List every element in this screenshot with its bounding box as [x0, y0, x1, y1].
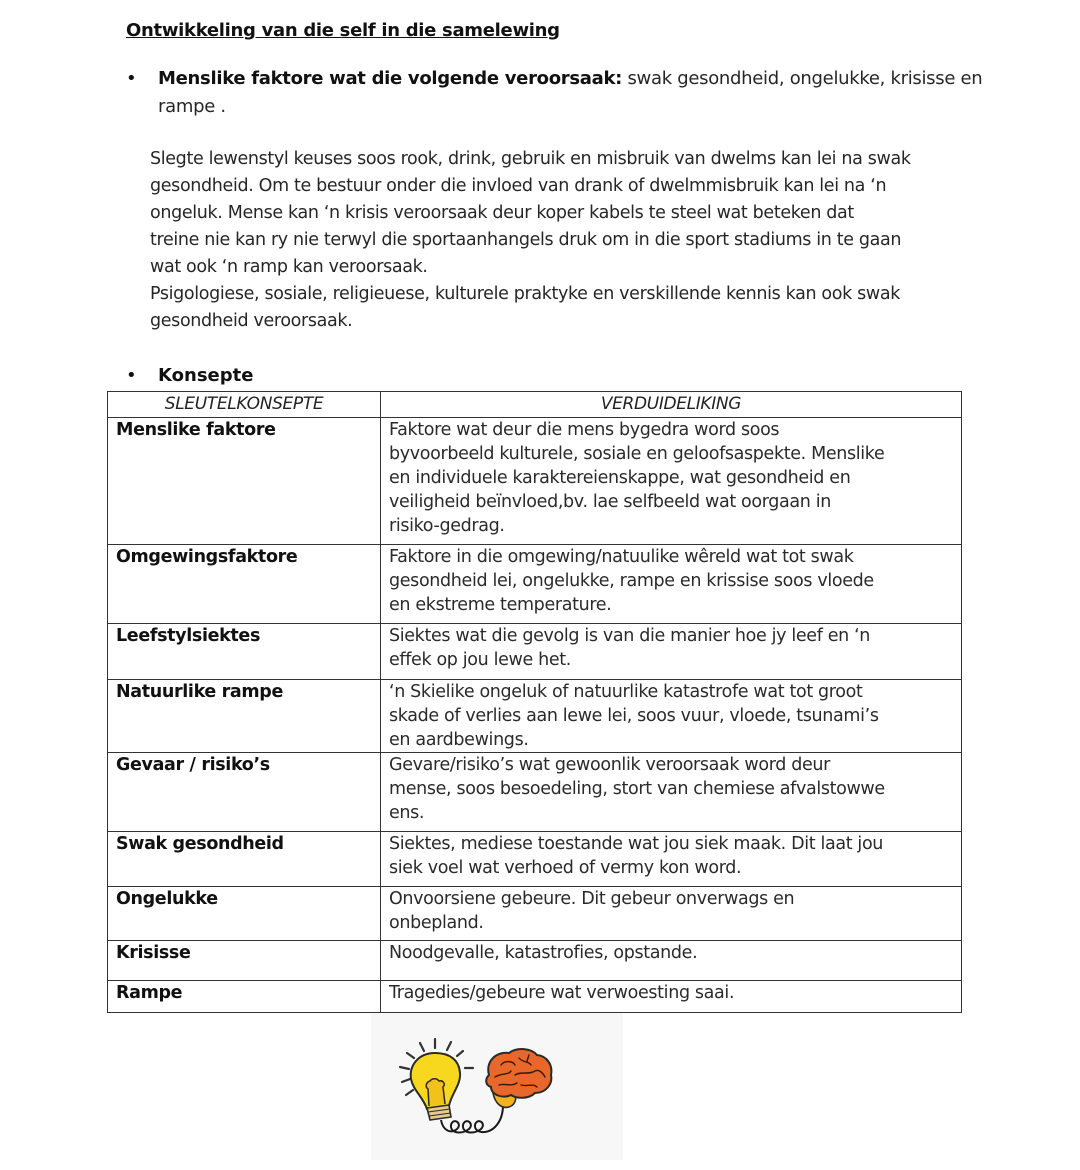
definition-line: Faktore wat deur die mens bygedra word soos [389, 420, 780, 440]
section-heading: Konsepte [158, 365, 254, 386]
definition-cell [381, 418, 962, 545]
concepts-table [107, 391, 962, 1013]
lightbulb-icon [400, 1039, 473, 1120]
bullet-text [158, 65, 986, 121]
definition-line: Siektes, mediese toestande wat jou siek maak. Dit laat jou [389, 834, 884, 854]
page-title: Ontwikkeling van die self in die samelewing [126, 20, 560, 41]
paragraph-line: treine nie kan ry nie terwyl die sportaanhangels druk om in die sport stadiums in te gaan [150, 230, 902, 250]
definition-cell [381, 941, 962, 981]
definition-line: Gevare/risiko’s wat gewoonlik veroorsaak word deur [389, 755, 830, 775]
term-cell: Gevaar / risiko’s [108, 753, 381, 832]
term-cell: Omgewingsfaktore [108, 545, 381, 624]
definition-line: skade of verlies aan lewe lei, soos vuur, vloede, tsunami’s [389, 706, 879, 726]
lightbulb-brain-illustration [371, 1013, 623, 1160]
bullet-icon: • [126, 365, 137, 386]
term-cell: Ongelukke [108, 887, 381, 941]
paragraph-line: wat ook ‘n ramp kan veroorsaak. [150, 257, 428, 277]
definition-cell [381, 832, 962, 887]
table-row [108, 753, 962, 832]
definition-line: effek op jou lewe het. [389, 650, 572, 670]
table-header-row [108, 392, 962, 418]
definition-line: en ekstreme temperature. [389, 595, 612, 615]
definition-line: en aardbewings. [389, 730, 529, 750]
table-row [108, 680, 962, 753]
paragraph-line: gesondheid veroorsaak. [150, 311, 353, 331]
definition-cell [381, 753, 962, 832]
table-row [108, 418, 962, 545]
definition-line: gesondheid lei, ongelukke, rampe en krissise soos vloede [389, 571, 874, 591]
definition-line: veiligheid beïnvloed,bv. lae selfbeeld wat oorgaan in [389, 492, 832, 512]
term-cell: Krisisse [108, 941, 381, 981]
paragraph-line: Slegte lewenstyl keuses soos rook, drink, gebruik en misbruik van dwelms kan lei na swak [150, 149, 911, 169]
definition-line: Faktore in die omgewing/natuulike wêreld wat tot swak [389, 547, 854, 567]
paragraph-line: gesondheid. Om te bestuur onder die invloed van drank of dwelmmisbruik kan lei na ‘n [150, 176, 887, 196]
definition-line: siek voel wat verhoed of vermy kon word. [389, 858, 742, 878]
table-row [108, 887, 962, 941]
body-paragraph [150, 146, 990, 335]
definition-cell [381, 981, 962, 1013]
bullet-item-menslike-faktore [126, 65, 986, 121]
table-row [108, 624, 962, 680]
definition-line: ‘n Skielike ongeluk of natuurlike katastrofe wat tot groot [389, 682, 863, 702]
brain-icon [486, 1049, 551, 1107]
definition-line: en individuele karaktereienskappe, wat gesondheid en [389, 468, 851, 488]
definition-line: risiko-gedrag. [389, 516, 505, 536]
definition-line: Tragedies/gebeure wat verwoesting saai. [389, 983, 735, 1003]
definition-cell [381, 624, 962, 680]
table-row [108, 981, 962, 1013]
column-header-sleutelkonsepte: SLEUTELKONSEPTE [108, 392, 381, 418]
bullet-label: Menslike faktore wat die volgende veroorsaak: [158, 68, 623, 89]
definition-line: byvoorbeeld kulturele, sosiale en geloofsaspekte. Menslike [389, 444, 885, 464]
term-cell: Leefstylsiektes [108, 624, 381, 680]
column-header-verduideliking: VERDUIDELIKING [381, 392, 962, 418]
definition-cell [381, 545, 962, 624]
table-row [108, 545, 962, 624]
definition-cell [381, 887, 962, 941]
definition-line: onbepland. [389, 913, 484, 933]
definition-line: ens. [389, 803, 425, 823]
bullet-description-cont: rampe . [158, 96, 226, 117]
paragraph-line: Psigologiese, sosiale, religieuese, kulturele praktyke en verskillende kennis kan ook swak [150, 284, 901, 304]
definition-line: Onvoorsiene gebeure. Dit gebeur onverwags en [389, 889, 795, 909]
definition-line: Noodgevalle, katastrofies, opstande. [389, 943, 698, 963]
term-cell: Natuurlike rampe [108, 680, 381, 753]
definition-cell [381, 680, 962, 753]
definition-line: Siektes wat die gevolg is van die manier hoe jy leef en ‘n [389, 626, 871, 646]
bullet-icon: • [126, 68, 137, 89]
bullet-description: swak gesondheid, ongelukke, krisisse en [622, 68, 983, 89]
bullet-item-konsepte [126, 362, 253, 390]
paragraph-line: ongeluk. Mense kan ‘n krisis veroorsaak deur koper kabels te steel wat beteken dat [150, 203, 854, 223]
term-cell: Swak gesondheid [108, 832, 381, 887]
term-cell: Rampe [108, 981, 381, 1013]
table-row [108, 941, 962, 981]
term-cell: Menslike faktore [108, 418, 381, 545]
table-row [108, 832, 962, 887]
definition-line: mense, soos besoedeling, stort van chemiese afvalstowwe [389, 779, 885, 799]
